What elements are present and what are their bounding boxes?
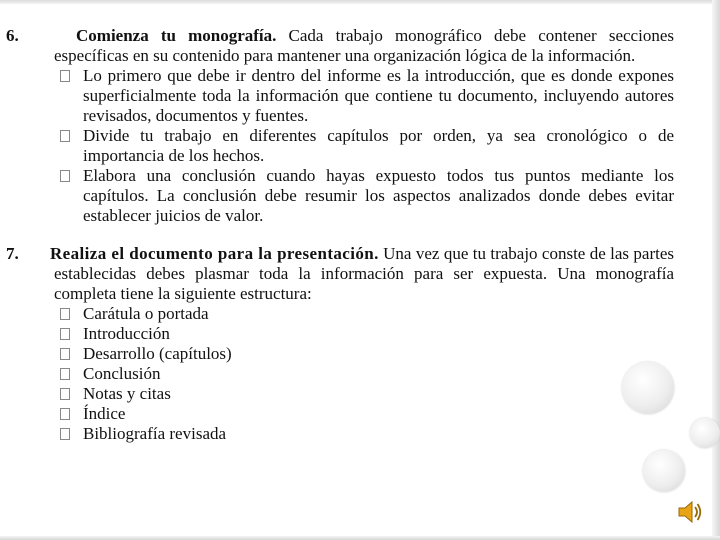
list-item	[30, 344, 674, 364]
list-item-text: Introducción	[83, 324, 170, 343]
item-number: 7.	[6, 244, 19, 263]
decorative-circle-medium	[643, 450, 685, 492]
checkbox-bullet-icon	[60, 388, 70, 400]
speaker-icon[interactable]	[676, 498, 704, 526]
list-item-text: Bibliografía revisada	[83, 424, 227, 443]
item-paragraph	[6, 26, 674, 66]
item-text: Cada trabajo monográfico debe contener secciones específicas en su contenido para mantener una organización lógica de la información.	[54, 26, 674, 65]
list-item-text: Notas y citas	[83, 384, 171, 403]
bullet-list	[30, 66, 674, 226]
list-item-text: Conclusión	[83, 364, 161, 383]
list-item	[30, 166, 674, 226]
bullet-list	[30, 304, 674, 444]
item-number: 6.	[6, 26, 19, 45]
checkbox-bullet-icon	[60, 348, 70, 360]
numbered-item-6	[6, 26, 674, 226]
item-text: Una vez que tu trabajo conste de las partes establecidas debes plasmar toda la información para ser expuesta. Una monografía completa tiene la siguiente estructura:	[54, 244, 675, 303]
list-item	[30, 66, 674, 126]
list-item-text: Índice	[83, 404, 126, 423]
slide-top-border	[0, 0, 720, 4]
item-lead: Comienza tu monografía.	[76, 26, 277, 45]
list-item-text: Desarrollo (capítulos)	[83, 344, 232, 363]
list-item	[30, 304, 674, 324]
item-paragraph	[6, 244, 675, 304]
list-item	[30, 324, 674, 344]
checkbox-bullet-icon	[60, 428, 70, 440]
list-item	[30, 384, 674, 404]
checkbox-bullet-icon	[60, 368, 70, 380]
list-item-text: Elabora una conclusión cuando hayas expuesto todos tus puntos mediante los capítulos. La conclusión debe resumir los aspectos analizados donde debes evitar establecer juicios de valor.	[83, 166, 674, 225]
list-item	[30, 126, 674, 166]
checkbox-bullet-icon	[60, 70, 70, 82]
slide-bottom-border	[0, 536, 720, 540]
numbered-item-7	[6, 244, 675, 444]
checkbox-bullet-icon	[60, 130, 70, 142]
list-item	[30, 364, 674, 384]
checkbox-bullet-icon	[60, 170, 70, 182]
checkbox-bullet-icon	[60, 328, 70, 340]
list-item-text: Carátula o portada	[83, 304, 209, 323]
item-lead: Realiza el documento para la presentación.	[50, 244, 379, 263]
list-item-text: Lo primero que debe ir dentro del informe es la introducción, que es donde expones superficialmente toda la información que contiene tu documento, incluyendo autores revisados, documentos y fuentes.	[83, 66, 674, 125]
decorative-circle-small	[690, 418, 720, 448]
checkbox-bullet-icon	[60, 408, 70, 420]
list-item-text: Divide tu trabajo en diferentes capítulos por orden, ya sea cronológico o de importancia de los hechos.	[83, 126, 674, 165]
checkbox-bullet-icon	[60, 308, 70, 320]
list-item	[30, 424, 674, 444]
slide-right-border	[712, 0, 720, 540]
slide-content	[6, 26, 675, 444]
list-item	[30, 404, 674, 424]
